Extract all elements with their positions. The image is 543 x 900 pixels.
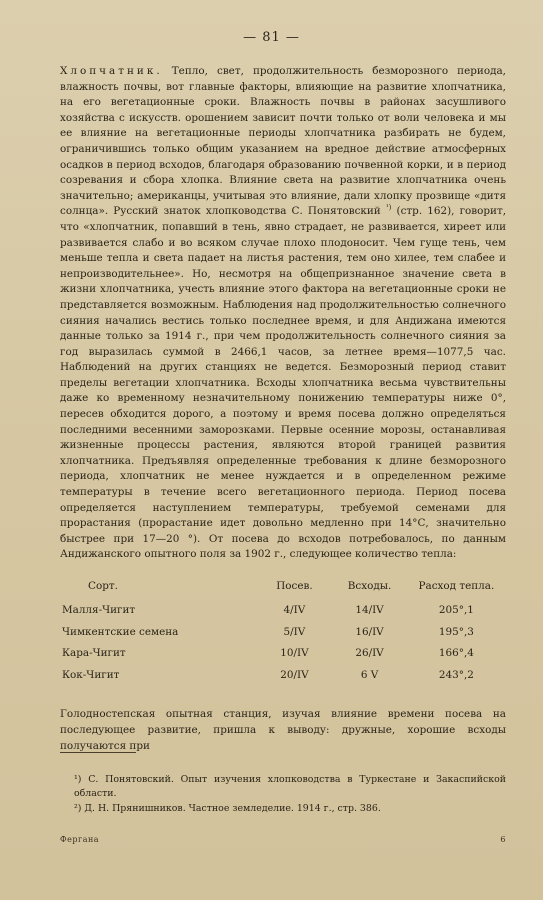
germination-heat-table [60,580,506,690]
table-row [60,626,506,648]
cell-heat: 243°,2 [438,668,474,681]
table-row [60,669,506,691]
cell-variety: Малля-Чигит [62,604,136,616]
cell-variety: Чимкентские семена [62,625,179,638]
cell-sowing: 4/IV [283,604,306,616]
footnote-2 [60,802,506,816]
cell-sowing: 20/IV [280,668,309,681]
cell-heat: 195°,3 [438,625,474,638]
table-row [60,604,506,626]
footnotes [60,773,506,817]
section-lead: Хлопчатник. [60,65,163,77]
cell-variety: Кара-Чигит [62,647,126,659]
col-header-heat: Расход тепла. [418,580,495,592]
cell-variety: Кок-Чигит [62,668,120,681]
paragraph-1-text: Тепло, свет, продолжительность безморозного периода, влажность почвы, вот главные факторы, влияющие на развитие хлопчатника, на его вегетационные сроки. Влажность почвы в районах засушливого хозяйства с искусств. орошением зависит почти только от воли человека и мы ее влияние на вегетационные периоды хлопчатника разбирать не будем, ограничившись только общим указанием на вредное действие атмосферных осадков в период всходов, благодаря образованию почвенной корки, и в период созревания и сбора хлопка. Влияние света на развитие хлопчатника очень значительно; американцы, учитывая это влияние, дали хлопку прозвище «дитя солнца». Русский знаток хлопководства С. Понятовский [60,65,506,218]
paragraph-2: Голодностепская опытная станция, изучая влияние времени посева на последующее развитие, пришла к выводу: дружные, хорошие всходы получаются при [60,708,506,752]
page-number: — 81 — [243,30,300,45]
table-header-row [60,580,506,604]
col-header-sprouts: Всходы. [347,580,392,592]
cell-sowing: 5/IV [283,625,306,638]
footnote-divider [60,752,136,753]
cell-sowing: 10/IV [280,647,309,659]
col-header-sowing: Посев. [276,580,313,592]
col-header-variety: Сорт. [88,580,118,592]
cell-sprouts: 6 V [360,668,379,681]
signature-right: 6 [500,835,506,844]
paragraph-1-text-continued: (стр. 162), говорит, что «хлопчатник, попавший в тень, явно страдает, не развивается, хиреет или развивается слабо и во всяком случае плохо плодоносит. Чем гуще тень, чем меньше тепла и света падает на листья растения, тем оно хилее, тем слабее и непроизводительнее». Но, несмотря на общепризнанное значение света в жизни хлопчатника, учесть влияние этого фактора на вегетационные сроки не представляется возможным. Наблюдения над продолжительностью солнечного сияния начались вестись только последнее время, и для Андижана имеются данные только за 1914 г., при чем продолжительность солнечного сияния за год выразилась суммой в 2466,1 часов, за летнее время—1077,5 час. Наблюдений на других станциях не ведется. Безморозный период ставит пределы вегетации хлопчатника. Всходы хлопчатника весьма чувствительны даже ко временному незначительному понижению температуры ниже 0°, пересев обходится дорого, а поэтому и время посева должно определяться последними весенними заморозками. Первые осенние морозы, останавливая жизненные процессы растения, являются второй границей развития хлопчатника. Предъявляя определенные требования к длине безморозного периода, хлопчатник не менее нуждается и в определенном режиме температуры в течение всего вегетационного периода. Период посева определяется наступлением температуры, требуемой семенами для прорастания (прорастание идет довольно медленно при 14°С, значительно быстрее при 17—20 °). От посева до всходов потребовалось, по данным Андижанского опытного поля за 1902 г., следующее количество тепла: [60,205,507,561]
paragraph-1 [60,64,506,563]
cell-sprouts: 16/IV [355,625,384,638]
footnote-mark: ²) [74,803,82,814]
footnote-text: Д. Н. Прянишников. Частное земледелие. 1914 г., стр. 386. [81,803,381,814]
main-paragraph [60,64,506,563]
cell-heat: 166°,4 [438,647,474,659]
footnote-mark: ¹) [74,774,82,785]
signature-left: Фергана [60,835,100,844]
cell-heat: 205°,1 [438,604,474,616]
closing-paragraph [60,706,506,754]
footnote-ref-1: ¹) [385,203,392,212]
footnote-1 [60,773,506,801]
footnote-text: С. Понятовский. Опыт изучения хлопководства в Туркестане и Закаспийской области. [74,774,506,799]
cell-sprouts: 26/IV [355,647,384,659]
table-row [60,647,506,669]
cell-sprouts: 14/IV [355,604,384,616]
